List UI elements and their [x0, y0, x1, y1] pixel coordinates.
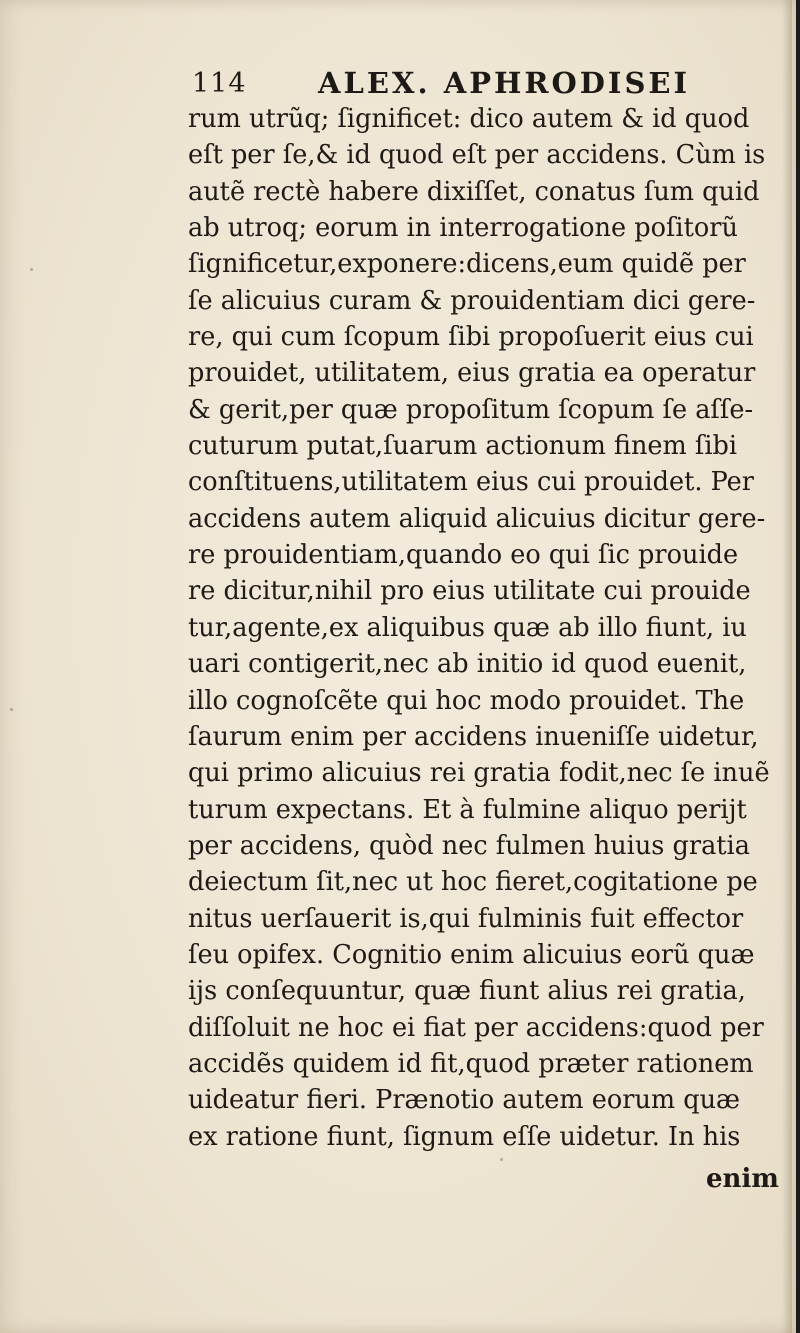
text-line: & gerit,per quæ propoſitum ſcopum ſe aſſe-: [188, 393, 754, 425]
text-line: cuturum putat,ſuarum actionum finem ſibi: [188, 430, 738, 462]
text-line: ſaurum enim per accidens inueniſſe uidetur,: [188, 720, 759, 752]
text-line: deiectum ſit,nec ut hoc fieret,cogitatione pe: [188, 866, 758, 898]
running-head: ALEX. APHRODISEI: [318, 66, 691, 100]
text-line: uideatur fieri. Prænotio autem eorum quæ: [188, 1084, 741, 1116]
page-number: 114: [192, 68, 247, 99]
text-line: illo cognoſcẽte qui hoc modo prouidet. The: [188, 684, 745, 716]
text-line: accidẽs quidem id fit,quod præter rationem: [188, 1047, 754, 1079]
text-line: turum expectans. Et à fulmine aliquo perijt: [188, 793, 747, 825]
text-line: ſe alicuius curam & prouidentiam dici gere-: [188, 284, 756, 316]
text-line: tur,agente,ex aliquibus quæ ab illo fiunt, iu: [188, 611, 747, 643]
text-line: autẽ rectè habere dixiſſet, conatus ſum quid: [188, 175, 760, 207]
paper-speck: [30, 268, 33, 271]
text-line: rum utrũq; ſignificet: dico autem & id quod: [188, 103, 750, 134]
text-line: ijs conſequuntur, quæ fiunt alius rei gratia,: [188, 975, 746, 1007]
text-line: uari contigerit,nec ab initio id quod euenit,: [188, 648, 747, 680]
text-line: qui primo alicuius rei gratia fodit,nec ſe inuẽ: [188, 757, 770, 789]
text-line: re prouidentiam,quando eo qui ſic prouide: [188, 539, 739, 571]
paper-speck: [10, 708, 13, 711]
body-text: [188, 101, 794, 1155]
text-line: conſtituens,utilitatem eius cui prouidet. Per: [188, 466, 754, 498]
text-line: ſignificetur,exponere:dicens,eum quidẽ per: [188, 248, 746, 280]
text-line: per accidens, quòd nec fulmen huius gratia: [188, 829, 750, 861]
text-line: ex ratione fiunt, ſignum eſſe uidetur. In his: [188, 1120, 741, 1152]
text-line: re dicitur,nihil pro eius utilitate cui prouide: [188, 575, 751, 607]
text-line: nitus uerſauerit is,qui fulminis fuit effector: [188, 902, 744, 934]
text-line: prouidet, utilitatem, eius gratia ea operatur: [188, 357, 756, 389]
text-line: eſt per ſe,& id quod eſt per accidens. Cùm is: [188, 139, 766, 171]
text-line: ſeu opifex. Cognitio enim alicuius eorũ quæ: [188, 938, 755, 970]
page-header: [192, 60, 782, 104]
paper-speck: [500, 1158, 503, 1161]
text-line: re, qui cum ſcopum ſibi propoſuerit eius cui: [188, 321, 754, 353]
text-line: accidens autem aliquid alicuius dicitur gere-: [188, 502, 766, 534]
catchword: enim: [706, 1164, 779, 1194]
text-line: ab utroq; eorum in interrogatione poſitorũ: [188, 212, 738, 244]
text-line: diſſoluit ne hoc ei fiat per accidens:quod per: [188, 1011, 764, 1043]
